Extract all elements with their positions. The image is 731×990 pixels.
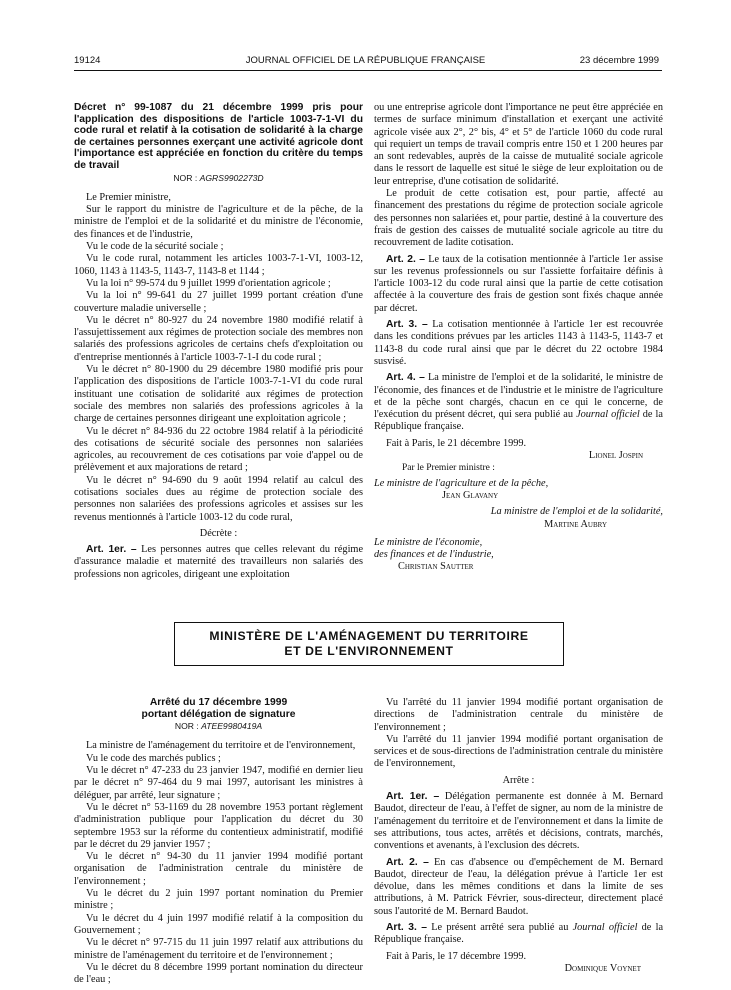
decree-article-1 [74, 544, 363, 581]
page-header [0, 0, 731, 72]
arrete-article-3 [374, 922, 663, 947]
decree-paragraph: Vu le décret n° 80-927 du 24 novembre 1980 modifié relatif à l'assujettissement aux régimes de protection sociale des membres non salariés des professions agricoles de certains chefs d'exploitation ou d'entreprise mentionnés à l'article 1003-7-1-I du code rural ; [74, 314, 363, 363]
arrete-paragraph: Vu le décret du 8 décembre 1999 portant nomination du directeur de l'eau ; [74, 961, 363, 986]
article-text: La cotisation mentionnée à l'article 1er est recouvrée dans les conditions prévues par les articles 1143 à 1143-5, 1143-7 et 1143-8 du code rural ainsi que par le décret du 22 octobre 1984 susvisé. [374, 319, 663, 367]
article-1-paragraph-2: Le produit de cette cotisation est, pour partie, affecté au financement des prestations du régime de protection sociale agricole des personnes non salariées et, pour partie, destiné à la couverture des frais de gestion des caisses de mutualité sociale agricole au titre du recouvrement de ladite cotisation. [374, 188, 663, 249]
article-label: Art. 1er. – [386, 791, 440, 803]
arrete-article-1 [374, 791, 663, 852]
arrete-column-left [74, 697, 363, 986]
decree-title: Décret n° 99-1087 du 21 décembre 1999 pris pour l'application des dispositions de l'article 1003-7-1-VI du code rural et relatif à la cotisation de solidarité à la charge de certaines personnes exerçant une activité agricole dont l'importance est appréciée en fonction du critère du temps de travail [74, 102, 363, 171]
article-text-end: de la République française. [374, 409, 663, 433]
article-text-end: de la République française. [374, 922, 664, 946]
arrete-signatory: Dominique Voynet [564, 962, 641, 974]
article-text: Délégation permanente est donnée à M. Bernard Baudot, directeur de l'eau, à l'effet de signer, au nom de la ministre de l'aménagement du territoire et de l'environnement et dans la limite de ses attributions, tous actes, arrêtés et décisions, contrats, marchés, conventions et avenants, à l'exclusion des décrets. [374, 791, 664, 852]
decree-article-4 [374, 372, 663, 433]
decree-paragraph: Vu le décret n° 94-690 du 9 août 1994 relatif au calcul des cotisations sociales dues au régime de protection sociale des personnes non salariées des professions agricoles et assises sur les revenus mentionnés à l'article 1003-12 du code rural, [74, 474, 363, 523]
decree-article-2 [374, 254, 663, 315]
ministry-heading-line-2: ET DE L'ENVIRONNEMENT [284, 644, 454, 658]
signature-ministry: Le ministre de l'économie, [374, 536, 483, 548]
par-le-premier-ministre: Par le Premier ministre : [402, 463, 495, 474]
signature-ministry: des finances et de l'industrie, [374, 549, 494, 561]
article-label: Art. 3. – [386, 922, 428, 934]
arrete-paragraph: Vu l'arrêté du 11 janvier 1994 modifié portant organisation de directions de l'administration centrale du ministère de l'environnement ; [374, 697, 663, 733]
decree-paragraph: Vu la loi n° 99-641 du 27 juillet 1999 portant création d'une couverture maladie universelle ; [74, 290, 363, 314]
arrete-paragraph: Vu le décret n° 53-1169 du 28 novembre 1953 portant règlement d'administration publique pour l'application du décret du 30 septembre 1953 sur la réforme du contentieux administratif, modifié par le décret du 29 janvier 1957 ; [74, 801, 363, 850]
arrete-title-line-2: portant délégation de signature [141, 708, 296, 720]
arrete-fait: Fait à Paris, le 17 décembre 1999. [386, 950, 527, 962]
signature-name: Jean Glavany [442, 489, 499, 501]
article-label: Art. 4. – [386, 372, 425, 384]
decree-paragraph: Vu le décret n° 84-936 du 22 octobre 1984 relatif à la périodicité des cotisations de sécurité sociale des personnes non salariées agricoles, au recouvrement de ces cotisations par voie d'appel ou de prélèvement et aux majorations de retard ; [74, 425, 363, 474]
ministry-heading-box [174, 622, 564, 666]
page-number: 19124 [74, 55, 101, 66]
issue-date: 23 décembre 1999 [579, 55, 659, 66]
arrete-paragraph: Vu le décret n° 47-233 du 23 janvier 1947, modifié en dernier lieu par le décret n° 97-464 du 9 mai 1997, autorisant les ministres à déléguer, par arrêté, leur signature ; [74, 765, 363, 801]
arrete-paragraph: Vu le décret n° 94-30 du 11 janvier 1994 modifié portant organisation de l'administration centrale du ministère de l'environnement ; [74, 851, 363, 887]
article-text: En cas d'absence ou d'empêchement de M. Bernard Baudot, directeur de l'eau, la délégation prévue à l'article 1er est dévolue, dans les mêmes conditions et dans la limite de ses attributions, à M. Patrick Février, sous-directeur, directement placé sous l'autorité de M. Bernard Baudot. [374, 856, 663, 917]
ministry-heading-line-1: MINISTÈRE DE L'AMÉNAGEMENT DU TERRITOIRE [209, 629, 529, 643]
nor-code: AGRS9902273D [199, 172, 264, 183]
signature-ministry: Le ministre de l'agriculture et de la pêche, [374, 477, 549, 489]
arrete-paragraph: Vu le code des marchés publics ; [86, 752, 221, 764]
decree-paragraph: Vu le code rural, notamment les articles 1003-7-1-VI, 1003-12, 1060, 1143 à 1143-5, 1143-7, 1143-8 et 1144 ; [74, 253, 363, 277]
decree-fait: Fait à Paris, le 21 décembre 1999. [386, 437, 527, 449]
arrete-paragraph: Vu le décret du 2 juin 1997 portant nomination du Premier ministre ; [74, 888, 363, 912]
arrete-article-2 [374, 857, 663, 918]
decree-paragraph: Le Premier ministre, [86, 191, 171, 203]
decree-article-3 [374, 319, 663, 368]
decree-paragraph: Sur le rapport du ministre de l'agriculture et de la pêche, de la ministre de l'emploi et de la solidarité et du ministre de l'économie, des finances et de l'industrie, [74, 204, 363, 240]
journal-officiel-italic: Journal officiel [576, 409, 640, 421]
journal-title: JOURNAL OFFICIEL DE LA RÉPUBLIQUE FRANÇAISE [245, 55, 486, 66]
decree-column-right [374, 102, 663, 574]
nor-label: NOR : [173, 172, 198, 183]
decree-paragraph: Vu le code de la sécurité sociale ; [86, 241, 224, 253]
arrete-label: Arrête : [502, 774, 535, 786]
article-1-continued: ou une entreprise agricole dont l'importance ne peut être appréciée en termes de surface minimum d'installation et exerçant une activité agricole visée aux 2°, 2° bis, 4° et 5° de l'article 1060 du code rural qui requiert un temps de travail compris entre 150 et 1 200 heures par an sont redevables, auprès de la caisse de mutualité sociale agricole dans le ressort de laquelle est situé le siège de leur exploitation ou de leur entreprise, d'une cotisation de solidarité. [374, 102, 663, 187]
decree-signatory: Lionel Jospin [588, 450, 643, 462]
decree-paragraph: Vu la loi n° 99-574 du 9 juillet 1999 d'orientation agricole ; [86, 277, 331, 289]
arrete-paragraph: La ministre de l'aménagement du territoire et de l'environnement, [86, 740, 356, 752]
nor-label: NOR : [174, 721, 199, 732]
article-label: Art. 1er. – [86, 544, 137, 556]
arrete-nor [74, 720, 363, 732]
article-label: Art. 3. – [386, 319, 428, 331]
decrete-label: Décrète : [199, 527, 238, 539]
signature-name: Christian Sautter [398, 561, 474, 573]
arrete-title-line-1: Arrêté du 17 décembre 1999 [149, 697, 288, 708]
nor-code: ATEE9980419A [201, 721, 263, 732]
arrete-paragraph: Vu le décret du 4 juin 1997 modifié relatif à la composition du Gouvernement ; [74, 912, 363, 936]
article-text: Le taux de la cotisation mentionnée à l'article 1er assise sur les revenus professionnels ou sur l'assiette forfaitaire définis à l'article 1003-12 du code rural ainsi que la partie de cette cotisation affectée à la couverture des frais de gestion sont fixés chaque année par décret. [374, 253, 664, 314]
decree-nor [74, 172, 363, 184]
journal-officiel-italic: Journal officiel [572, 922, 638, 934]
arrete-column-right [374, 697, 663, 975]
signature-ministry: La ministre de l'emploi et de la solidarité, [490, 506, 663, 518]
article-text: La ministre de l'emploi et de la solidarité, le ministre de l'économie, des finances et de l'industrie et le ministre de l'agriculture et de la pêche sont chargés, chacun en ce qui le concerne, de l'exécution du présent décret, qui sera publié au [374, 372, 664, 421]
article-label: Art. 2. – [386, 856, 429, 868]
article-label: Art. 2. – [386, 253, 426, 265]
article-text: Le présent arrêté sera publié au [431, 922, 569, 934]
header-rule [74, 70, 662, 71]
article-text: Les personnes autres que celles relevant du régime d'assurance maladie et maternité des travailleurs non salariés des professions non agricoles, dirigeant une exploitation [74, 544, 364, 580]
decree-column-left [74, 102, 363, 581]
arrete-paragraph: Vu le décret n° 97-715 du 11 juin 1997 relatif aux attributions du ministre de l'aménagement du territoire et de l'environnement ; [74, 937, 363, 961]
arrete-paragraph: Vu l'arrêté du 11 janvier 1994 modifié portant organisation de services et de sous-directions de l'administration centrale du ministère de l'environnement, [374, 733, 663, 770]
signature-name: Martine Aubry [544, 518, 607, 530]
decree-paragraph: Vu le décret n° 80-1900 du 29 décembre 1980 modifié pris pour l'application des dispositions de l'article 1003-7-1-VI du code rural instituant une cotisation de solidarité aux régimes de protection sociale des membres non salariés des professions agricoles à la charge de certaines personnes dirigeant une exploitation agricole ; [74, 364, 363, 425]
